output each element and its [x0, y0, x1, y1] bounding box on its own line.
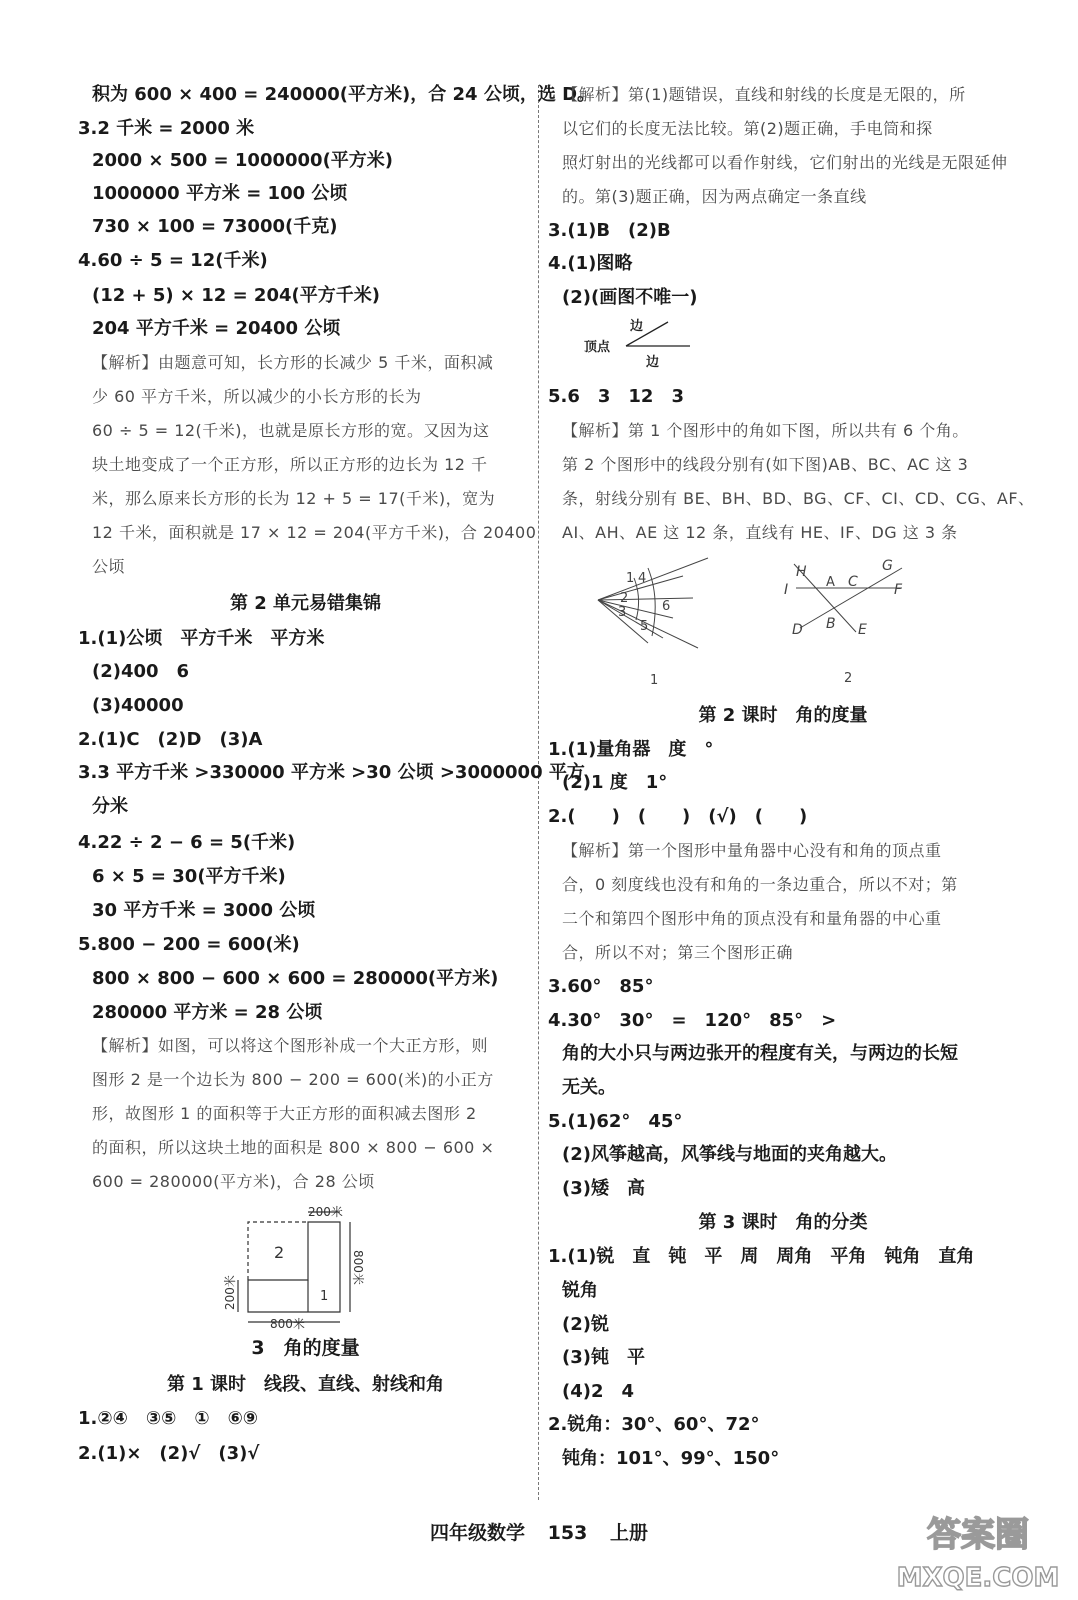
- text-line: 6 × 5 = 30(平方千米): [92, 866, 286, 887]
- analysis-line: AI、AH、AE 这 12 条，直线有 HE、IF、DG 这 3 条: [562, 523, 958, 542]
- answer-1: 1.(1)公顷 平方千米 平方米: [78, 628, 325, 649]
- text-line: 1000000 平方米 = 100 公顷: [92, 183, 348, 204]
- analysis-line: 合，所以不对；第三个图形正确: [562, 943, 794, 962]
- analysis-line: 【解析】如图，可以将这个图形补成一个大正方形，则: [92, 1036, 489, 1055]
- text-line: (4)2 4: [562, 1381, 635, 1402]
- answer-5: 5.(1)62° 45°: [548, 1111, 683, 1132]
- analysis-line: 【解析】第一个图形中量角器中心没有和角的顶点重: [562, 841, 942, 860]
- text-line: (2)锐: [562, 1314, 609, 1335]
- answer-3: 3.3 平方千米 >330000 平方米 >30 公顷 >3000000 平方: [78, 762, 585, 783]
- angle-6-label: 6: [662, 599, 671, 614]
- unit-heading: 3 角的度量: [251, 1337, 360, 1359]
- analysis-line: 【解析】第 1 个图形中的角如下图，所以共有 6 个角。: [562, 421, 969, 440]
- column-divider: [538, 85, 539, 1500]
- lesson-heading: 第 2 课时 角的度量: [698, 705, 868, 726]
- text-line: 204 平方千米 = 20400 公顷: [92, 318, 341, 339]
- analysis-line: 少 60 平方千米，所以减少的小长方形的长为: [92, 387, 422, 406]
- answer-2: 2.(1)C (2)D (3)A: [78, 729, 263, 750]
- analysis-line: 照灯射出的光线都可以看作射线，它们射出的光线是无限延伸: [562, 153, 1008, 172]
- footer-volume: 上册: [609, 1522, 648, 1544]
- angle-4-label: 4: [638, 571, 647, 586]
- text-line: (2)风筝越高，风筝线与地面的夹角越大。: [562, 1144, 897, 1165]
- point-c-label: C: [848, 574, 858, 590]
- text-line: 730 × 100 = 73000(千克): [92, 216, 338, 237]
- analysis-line: 图形 2 是一个边长为 800 − 200 = 600(米)的小正方: [92, 1070, 494, 1089]
- vertex-label: 顶点: [584, 340, 611, 355]
- angle-3-label: 3: [618, 605, 627, 620]
- analysis-line: 合，0 刻度线也没有和角的一条边重合，所以不对；第: [562, 875, 958, 894]
- analysis-line: 二个和第四个图形中角的顶点没有和量角器的中心重: [562, 909, 942, 928]
- point-f-label: F: [894, 582, 903, 598]
- answer-4: 4.30° 30° = 120° 85° >: [548, 1010, 837, 1031]
- analysis-line: 以它们的长度无法比较。第(2)题正确，手电筒和探: [562, 119, 933, 138]
- angle-5-label: 5: [640, 619, 649, 634]
- text-line: 无关。: [562, 1077, 616, 1098]
- dim-800-bottom: 800米: [270, 1317, 305, 1330]
- answer-3: 3.(1)B (2)B: [548, 220, 671, 241]
- text-line: (2)400 6: [92, 661, 190, 682]
- angle-2-label: 2: [620, 591, 629, 606]
- point-h-label: H: [796, 564, 807, 580]
- point-d-label: D: [792, 622, 803, 638]
- section-heading: 第 2 单元易错集锦: [229, 593, 382, 614]
- analysis-line: 【解析】由题意可知，长方形的长减少 5 千米，面积减: [92, 353, 494, 372]
- answer-2: 2.(1)× (2)√ (3)√: [78, 1443, 260, 1464]
- figure-2-caption: 2: [844, 671, 853, 686]
- answer-2: 2.锐角：30°、60°、72°: [548, 1414, 760, 1435]
- answer-4: 4.60 ÷ 5 = 12(千米): [78, 250, 268, 271]
- watermark-url: MXQE.COM: [896, 1563, 1060, 1593]
- side-label-top: 边: [630, 319, 644, 334]
- text-line: 角的大小只与两边张开的程度有关，与两边的长短: [562, 1043, 958, 1064]
- dim-200-left: 200米: [223, 1275, 237, 1310]
- text-line: (3)钝 平: [562, 1347, 645, 1368]
- answer-1: 1.②④ ③⑤ ① ⑥⑨: [78, 1408, 259, 1429]
- analysis-line: 米，那么原来长方形的长为 12 + 5 = 17(千米)，宽为: [92, 489, 496, 508]
- analysis-line: 【解析】第(1)题错误，直线和射线的长度是无限的，所: [562, 85, 966, 104]
- text-line: 钝角：101°、99°、150°: [562, 1448, 780, 1469]
- answer-1: 1.(1)锐 直 钝 平 周 周角 平角 钝角 直角: [548, 1246, 975, 1267]
- side-label-bottom: 边: [646, 355, 660, 370]
- answer-5: 5.6 3 12 3: [548, 386, 684, 407]
- footer-grade: 四年级数学: [430, 1522, 526, 1544]
- point-i-label: I: [784, 582, 789, 598]
- analysis-line: 形，故图形 1 的面积等于大正方形的面积减去图形 2: [92, 1104, 477, 1123]
- analysis-line: 公顷: [92, 557, 126, 576]
- lesson-heading: 第 1 课时 线段、直线、射线和角: [166, 1374, 445, 1395]
- text-line: 分米: [92, 796, 128, 817]
- point-a-label: A: [826, 575, 835, 590]
- lesson-heading: 第 3 课时 角的分类: [698, 1212, 868, 1233]
- text-line: 800 × 800 − 600 × 600 = 280000(平方米): [92, 968, 499, 989]
- analysis-line: 的面积，所以这块土地的面积是 800 × 800 − 600 ×: [92, 1138, 495, 1157]
- text-line: 积为 600 × 400 = 240000(平方米)，合 24 公顷，选 D。: [92, 84, 596, 105]
- text-line: (2)(画图不唯一): [562, 287, 698, 308]
- region-1-label: 1: [320, 1289, 329, 1304]
- text-line: (2)1 度 1°: [562, 772, 668, 793]
- analysis-line: 条，射线分别有 BE、BH、BD、BG、CF、CI、CD、CG、AF、: [562, 489, 1035, 508]
- dim-200-top: 200米: [308, 1205, 343, 1219]
- text-line: 280000 平方米 = 28 公顷: [92, 1002, 323, 1023]
- point-g-label: G: [882, 558, 893, 574]
- page-number: 153: [547, 1522, 588, 1544]
- answer-2: 2.( ) ( ) (√) ( ): [548, 806, 808, 827]
- analysis-line: 块土地变成了一个正方形，所以正方形的边长为 12 千: [92, 455, 488, 474]
- watermark-text: 答案圈: [927, 1515, 1029, 1555]
- figure-1-caption: 1: [650, 673, 659, 688]
- dim-800-vertical: 800米: [351, 1250, 365, 1285]
- l-shape-figure: [208, 1200, 398, 1330]
- region-2-label: 2: [274, 1243, 285, 1262]
- angle-1-label: 1: [626, 571, 635, 586]
- lines-figure: [784, 556, 914, 688]
- analysis-line: 的。第(3)题正确，因为两点确定一条直线: [562, 187, 867, 206]
- answer-3: 3.60° 85°: [548, 976, 654, 997]
- answer-4: 4.22 ÷ 2 − 6 = 5(千米): [78, 832, 296, 853]
- text-line: 30 平方千米 = 3000 公顷: [92, 900, 316, 921]
- point-e-label: E: [858, 622, 867, 638]
- answer-4: 4.(1)图略: [548, 253, 633, 274]
- text-line: 锐角: [562, 1280, 598, 1301]
- analysis-line: 12 千米，面积就是 17 × 12 = 204(平方千米)，合 20400: [92, 523, 537, 542]
- angle-figure: [584, 316, 704, 372]
- answer-1: 1.(1)量角器 度 °: [548, 739, 714, 760]
- text-line: (3)40000: [92, 695, 184, 716]
- watermark-logo: [886, 1508, 1071, 1596]
- answer-5: 5.800 − 200 = 600(米): [78, 934, 300, 955]
- analysis-line: 第 2 个图形中的线段分别有(如下图)AB、BC、AC 这 3: [562, 455, 969, 474]
- analysis-line: 600 = 280000(平方米)，合 28 公顷: [92, 1172, 375, 1191]
- analysis-line: 60 ÷ 5 = 12(千米)，也就是原长方形的宽。又因为这: [92, 421, 490, 440]
- answer-3: 3.2 千米 = 2000 米: [78, 118, 255, 139]
- text-line: (12 + 5) × 12 = 204(平方千米): [92, 285, 380, 306]
- angle-fan-figure: [588, 548, 718, 688]
- text-line: (3)矮 高: [562, 1178, 645, 1199]
- text-line: 2000 × 500 = 1000000(平方米): [92, 150, 394, 171]
- point-b-label: B: [826, 616, 836, 632]
